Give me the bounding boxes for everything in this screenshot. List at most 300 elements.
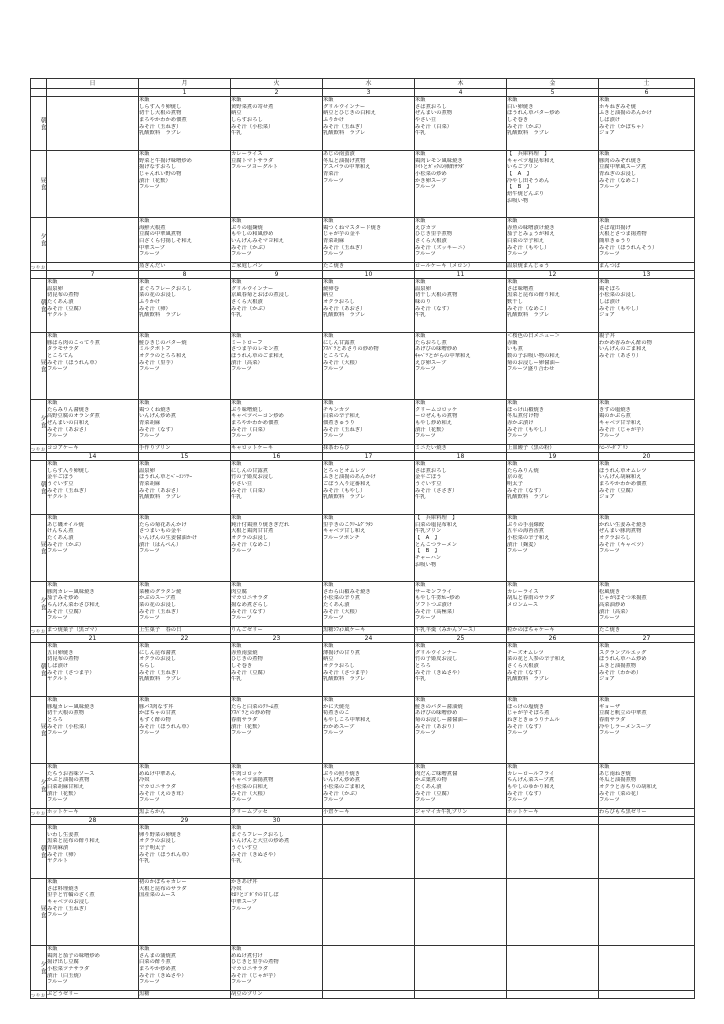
menu-item: 納豆 <box>323 656 334 663</box>
menu-item: ジョア <box>599 494 615 501</box>
menu-item: グリルウインナー <box>323 103 366 110</box>
menu-item: みそ汁（じゃが芋） <box>231 972 279 979</box>
menu-item: 白菜の辛子和え <box>323 413 361 420</box>
menu-item: やさい豆 <box>231 481 253 488</box>
menu-item: かき卵スープ <box>415 177 447 184</box>
menu-item: フルーツ <box>507 797 528 804</box>
menu-item: 米飯 <box>231 461 242 467</box>
menu-item: たくあん漬 <box>47 535 74 542</box>
menu-cell-lunch <box>231 879 323 946</box>
menu-cell-dinner <box>139 400 231 445</box>
menu-cell-dinner <box>507 400 599 445</box>
menu-item: ヤクルト <box>47 676 69 683</box>
menu-item: 米飯 <box>231 218 242 224</box>
menu-item: 牛乳 <box>415 130 426 137</box>
menu-item: 米飯 <box>323 461 334 467</box>
menu-item: 米飯 <box>139 697 150 703</box>
menu-item: みそ汁（かぼちゃ） <box>599 123 647 130</box>
menu-cell-morning <box>599 97 695 151</box>
menu-item: 鈍汁付鶏照り焼きぎだれ <box>231 521 290 528</box>
menu-item: 納豆 <box>231 110 242 117</box>
menu-item: メロンムース <box>507 602 539 609</box>
menu-item: 赤かぶ漬け <box>507 420 534 427</box>
menu-item: みそ汁（わかめ） <box>599 669 642 676</box>
menu-item: めぬけ煮付け <box>231 952 263 959</box>
menu-item: かれい生姜みそ焼き <box>599 521 647 528</box>
menu-item: フルーツ <box>139 433 160 440</box>
menu-cell-snack: りんごゼリー <box>231 627 323 635</box>
menu-cell-lunch <box>231 697 323 764</box>
date-number: 18 <box>415 453 507 461</box>
meal-label-morning: 朝食 <box>31 825 47 879</box>
menu-item: みそ汁（豆腐） <box>47 305 85 312</box>
menu-item: みそ汁（なめこ） <box>231 541 274 548</box>
menu-item: 初のかぼちゃカレー <box>139 879 187 885</box>
menu-cell-lunch <box>415 333 507 400</box>
menu-item: キャベツ甘辛和え <box>599 420 642 427</box>
menu-item: みそ汁（えのき茸） <box>139 790 187 797</box>
menu-cell-dinner <box>507 582 599 627</box>
menu-item: アスパラの中華和え <box>323 164 371 171</box>
date-number <box>47 89 139 97</box>
menu-cell-lunch <box>323 515 415 582</box>
menu-cell-dinner <box>323 946 415 991</box>
menu-item: みそ汁（なす） <box>507 790 545 797</box>
menu-item: さば竜田揚げ <box>599 224 631 231</box>
menu-item: フルーツ <box>47 797 68 804</box>
menu-item: みそ汁（ささぎ） <box>415 487 458 494</box>
date-number: 22 <box>139 635 231 643</box>
menu-cell-snack: 上生菓子 春の日 <box>139 627 231 635</box>
menu-item: みそ汁（さつま芋） <box>323 669 371 676</box>
menu-cell-lunch <box>323 697 415 764</box>
menu-cell-snack: ぶどうゼリー <box>47 991 139 999</box>
meal-label-dinner: 夕食 <box>31 946 47 991</box>
date-number: 21 <box>47 635 139 643</box>
menu-item: 米飯 <box>47 582 58 588</box>
menu-item: オクラおろし <box>323 299 355 306</box>
menu-item: 米飯 <box>599 764 610 770</box>
menu-cell-lunch <box>415 697 507 764</box>
menu-item: さわら山椒みそ焼き <box>323 588 371 595</box>
menu-item: 五目卵焼き <box>47 649 74 656</box>
date-number: 28 <box>47 817 139 825</box>
menu-item: 米飯 <box>139 461 150 467</box>
menu-item: 京風春菊とおばの煮浸し <box>231 292 290 299</box>
menu-item: 米飯 <box>47 333 58 339</box>
meal-label-lunch: 昼食 <box>31 333 47 400</box>
menu-item: 米飯 <box>507 279 518 285</box>
menu-item: 青ねぎのお浸し <box>599 171 637 178</box>
menu-item: 白菜の辛子和え <box>507 238 545 245</box>
menu-item: 金平ごぼう <box>47 474 74 481</box>
menu-item: 漬汁（白玉焼） <box>47 972 85 979</box>
menu-item: ぜんまいの白和え <box>47 420 90 427</box>
menu-item: さくら大根漬 <box>415 238 447 245</box>
menu-item: フルーツ <box>47 730 68 737</box>
date-number: 4 <box>415 89 507 97</box>
menu-item: 米飯 <box>415 279 426 285</box>
menu-item: ジョア <box>599 312 615 319</box>
meal-calendar <box>30 78 694 999</box>
menu-item: ぶりの照り焼き <box>323 770 361 777</box>
menu-item: ほうれん草バター炒め <box>507 110 560 117</box>
menu-item: とろろ <box>415 663 431 670</box>
menu-item: 米飯 <box>415 764 426 770</box>
menu-item: 米飯 <box>231 515 242 521</box>
menu-item: 米飯 <box>599 151 610 157</box>
menu-item: 小松菜ツナサラダ <box>47 966 90 973</box>
menu-item: 赤魚の味噌漬け焼き <box>507 224 555 231</box>
menu-item: 牛乳プリン <box>415 528 442 535</box>
meal-label-morning: 朝食 <box>31 279 47 333</box>
menu-item: みそ汁（ほうれん草） <box>139 851 192 858</box>
menu-item: さつまいもの金平 <box>139 528 182 535</box>
menu-item: かぶと油揚の煮物 <box>47 777 90 784</box>
meal-row-lunch <box>31 515 695 582</box>
menu-item: ほうれん草ハム炒め <box>599 656 647 663</box>
menu-item: 肉豆腐 <box>231 588 247 595</box>
menu-item: フルーツ <box>47 366 68 373</box>
menu-cell-snack <box>415 991 507 999</box>
menu-item: みそ汁（あおさ） <box>139 487 182 494</box>
menu-item: ジョア <box>599 676 615 683</box>
meal-row-morning <box>31 643 695 697</box>
menu-cell-snack: ホットケーキ <box>47 809 139 817</box>
menu-cell-snack: ココアケーキ <box>47 445 139 453</box>
menu-item: たらと白菜のｸﾘｰﾑ煮 <box>231 703 279 710</box>
menu-item: フルーツ <box>47 548 68 555</box>
menu-item: キャベツ塩昆布和え <box>507 157 555 164</box>
menu-item: 乳酸飲料 ラブレ <box>323 312 366 319</box>
menu-item: 豆腐の中華風煮物 <box>139 231 182 238</box>
menu-item: 乳酸飲料 ラブレ <box>139 676 182 683</box>
menu-cell-lunch <box>507 151 599 218</box>
menu-item: 米飯 <box>323 333 334 339</box>
date-number: 7 <box>47 271 139 279</box>
menu-item: 米飯 <box>599 643 610 649</box>
menu-item: しそ巻き <box>231 663 253 670</box>
menu-item: 米飯 <box>507 643 518 649</box>
menu-item: みそ汁（里芋） <box>139 359 177 366</box>
menu-item: マカロニサラダ <box>231 966 269 973</box>
menu-item: みそ汁（なす） <box>507 723 545 730</box>
menu-item: 漬汁（高菜） <box>599 608 631 615</box>
menu-item: 菊のお浸しー醤醤油ー <box>415 717 468 724</box>
menu-item: みそ汁（白菜） <box>415 123 453 130</box>
menu-cell-morning <box>231 461 323 515</box>
menu-item: 米飯 <box>231 643 242 649</box>
menu-item: ふきと油揚煮物 <box>599 663 637 670</box>
menu-item: 牛乳 <box>231 676 242 683</box>
meal-label-dinner: 夕食 <box>31 764 47 809</box>
menu-item: 豚ばら肉のこってり煮 <box>47 339 100 346</box>
menu-item: ひじきと里芋の煮物 <box>231 959 279 966</box>
menu-item: 米飯 <box>231 825 242 831</box>
menu-item: 米飯 <box>323 218 334 224</box>
menu-cell-dinner <box>323 764 415 809</box>
meal-label-dinner: 夕食 <box>31 400 47 445</box>
menu-item: 焙牛焼どんぶり <box>507 191 545 198</box>
date-number: 5 <box>507 89 599 97</box>
menu-item: みそ汁（なす） <box>231 608 269 615</box>
menu-item: フルーツ <box>599 184 620 191</box>
menu-item: 胡瓜と春雨のサラダ <box>507 595 555 602</box>
menu-item: 【 B 】 <box>415 548 440 555</box>
weekday-header-row <box>31 79 695 89</box>
menu-cell-snack: 小倉ケーキ <box>323 809 415 817</box>
menu-item: みそ汁（白菜） <box>231 487 269 494</box>
weekday-fri: 金 <box>507 79 599 89</box>
menu-item: みそ汁（玉ねぎ） <box>47 905 90 912</box>
menu-item: 米飯 <box>323 764 334 770</box>
corner-cell <box>31 79 47 89</box>
menu-item: 菜の花のお浸し <box>139 602 177 609</box>
menu-cell-lunch <box>231 515 323 582</box>
menu-item: 米飯 <box>139 400 150 406</box>
menu-item: みそ汁（なす） <box>507 487 545 494</box>
menu-cell-dinner <box>139 946 231 991</box>
menu-item: 米飯 <box>415 218 426 224</box>
date-row-label <box>31 271 47 279</box>
weekday-mon: 月 <box>139 79 231 89</box>
menu-cell-lunch <box>323 151 415 218</box>
menu-cell-morning <box>47 461 139 515</box>
menu-item: 乳酸飲料 ラブレ <box>507 130 550 137</box>
date-number <box>599 817 695 825</box>
menu-cell-snack: 粒かのぼちゃケーキ <box>507 627 599 635</box>
menu-item: みそ汁（高極菜） <box>415 608 458 615</box>
menu-item: 松風焼き <box>599 588 621 595</box>
menu-item: 小松菜のお浸し <box>599 292 637 299</box>
menu-cell-morning <box>415 279 507 333</box>
menu-item: 米飯 <box>323 643 334 649</box>
menu-cell-dinner <box>415 400 507 445</box>
menu-item: 鮭ひきじのバター焼 <box>139 339 187 346</box>
menu-item: とろっとオムレツ <box>323 467 366 474</box>
menu-cell-dinner <box>139 582 231 627</box>
weekday-sun: 日 <box>47 79 139 89</box>
menu-item: みそ汁（豆腐） <box>415 790 453 797</box>
menu-item: 黄野菜煮の寄せ煮 <box>231 103 274 110</box>
menu-cell-dinner <box>231 582 323 627</box>
menu-cell-morning <box>231 279 323 333</box>
menu-cell-dinner <box>323 582 415 627</box>
menu-cell-snack <box>599 991 695 999</box>
menu-item: 切干し大根の煮物 <box>415 292 458 299</box>
menu-item: みそ汁（玉ねぎ） <box>139 669 182 676</box>
menu-item: 米飯 <box>231 582 242 588</box>
menu-item: さんまの蒲焼煮 <box>139 952 177 959</box>
menu-item: 納豆とひじきの白和え <box>323 110 376 117</box>
menu-item: 乳酸飲料 ラブレ <box>139 312 182 319</box>
menu-cell-snack: クリームブッセ <box>231 809 323 817</box>
menu-cell-lunch <box>415 879 507 946</box>
menu-item: 乳酸飲料 ラブレ <box>139 130 182 137</box>
menu-item: 【 兵庫料理 】 <box>507 151 550 157</box>
menu-item: キャベツ油揚煮物 <box>231 777 274 784</box>
menu-item: たくあん漬 <box>415 784 442 791</box>
menu-item: まぐろフレークおろし <box>231 831 284 838</box>
menu-item: フルーツポンチ <box>323 535 360 542</box>
menu-item: みそ汁（あさり） <box>599 353 642 360</box>
menu-cell-lunch <box>139 151 231 218</box>
menu-item: 米飯 <box>507 515 518 521</box>
menu-cell-lunch <box>599 879 695 946</box>
menu-cell-morning <box>599 643 695 697</box>
menu-cell-lunch <box>47 333 139 400</box>
menu-cell-morning <box>507 97 599 151</box>
menu-item: 米飯 <box>231 279 242 285</box>
date-row <box>31 635 695 643</box>
menu-item: 乳酸飲料 ラブレ <box>323 494 366 501</box>
menu-cell-lunch <box>507 333 599 400</box>
menu-item: さつま芋のレモン煮 <box>231 346 279 353</box>
menu-item: 青菜胡麻 <box>139 481 161 488</box>
menu-cell-snack: ミニたい焼き <box>415 445 507 453</box>
menu-item: 小松菜の炒め <box>415 171 447 178</box>
menu-item: ところてん <box>47 353 74 360</box>
menu-item: ｱｽﾊﾟﾗとあさりの炒め物 <box>323 346 379 353</box>
date-number: 10 <box>323 271 415 279</box>
menu-cell-morning <box>599 461 695 515</box>
menu-item: みそ汁（もやし） <box>599 305 642 312</box>
menu-item: いんげんみそマヨ和え <box>231 238 284 245</box>
menu-item: 納豆 <box>323 292 334 299</box>
menu-item: ぜんまい豚肉煮物 <box>599 528 642 535</box>
meal-label-lunch: 昼食 <box>31 151 47 218</box>
menu-item: まろやかわかめ佃煮 <box>139 117 187 124</box>
menu-cell-dinner <box>599 582 695 627</box>
menu-item: みそ汁（ほうれん草） <box>47 359 100 366</box>
menu-cell-dinner <box>415 218 507 263</box>
menu-item: ｾﾛﾘとｺﾞﾎﾞｳの甘しぼ <box>231 892 279 899</box>
menu-item: 米飯 <box>139 97 150 103</box>
menu-cell-lunch <box>507 697 599 764</box>
date-number <box>323 817 415 825</box>
menu-item: しば漬け <box>47 663 69 670</box>
menu-item: 薄揚げの甘り煮 <box>323 649 361 656</box>
meal-row-morning <box>31 279 695 333</box>
menu-item: 小松菜の辛子和え <box>507 535 550 542</box>
menu-item: ーロぜんもの煮物 <box>415 413 458 420</box>
menu-cell-lunch <box>599 515 695 582</box>
menu-cell-morning <box>323 461 415 515</box>
menu-item: ぶりの塩麹焼 <box>231 224 263 231</box>
menu-item: 牛乳 <box>231 858 242 865</box>
menu-item: とろろ <box>47 717 63 724</box>
meal-label-snack: おやつ <box>31 264 46 269</box>
menu-item: 豚肉のみぞれ焼き <box>599 157 642 164</box>
menu-item: ひじき里芋煮物 <box>415 231 453 238</box>
date-number: 8 <box>139 271 231 279</box>
menu-item: 野菜と牛揚げ味噌炒め <box>139 157 192 164</box>
menu-item: オクラおろし <box>323 663 355 670</box>
menu-cell-snack: 手作りプリン <box>139 445 231 453</box>
meal-label-snack: おやつ <box>31 810 46 815</box>
date-number: 1 <box>139 89 231 97</box>
menu-cell-lunch <box>47 879 139 946</box>
date-number: 20 <box>599 453 695 461</box>
menu-item: とんこつラーメン <box>415 541 458 548</box>
menu-cell-lunch <box>47 697 139 764</box>
menu-cell-snack: 上皿饅子（黒の粉） <box>507 445 599 453</box>
menu-item: フルーツ <box>323 797 344 804</box>
menu-cell-morning <box>507 643 599 697</box>
meal-row-lunch <box>31 879 695 946</box>
menu-item: 大根と鶏肉甘甘煮 <box>231 528 274 535</box>
menu-cell-dinner <box>47 582 139 627</box>
menu-item: 米飯 <box>599 697 610 703</box>
menu-cell-snack: ご家庭しパン <box>231 263 323 271</box>
menu-item: 親子丼 <box>599 333 615 339</box>
menu-cell-snack: 黒よらかん <box>139 809 231 817</box>
menu-item: 肉だんご味噌煮醤 <box>415 770 458 777</box>
menu-item: 豆腐トマトサラダ <box>231 157 274 164</box>
menu-item: 漬汁（高菜） <box>231 359 263 366</box>
meal-label-lunch: 昼食 <box>31 697 47 764</box>
menu-item: 揚なめ煮ざらし <box>231 602 269 609</box>
menu-cell-snack: まんつば <box>599 263 695 271</box>
menu-cell-lunch <box>139 879 231 946</box>
meal-label-dinner: 夕食 <box>31 218 47 263</box>
menu-item: めぬけ中華あん <box>139 770 177 777</box>
menu-item: かに天焼売 <box>323 703 350 710</box>
menu-item: 海鮮大根煮 <box>139 224 166 231</box>
menu-cell-morning <box>47 97 139 151</box>
menu-item: 米飯 <box>415 697 426 703</box>
menu-cell-morning <box>231 643 323 697</box>
menu-cell-morning <box>139 825 231 879</box>
menu-item: 米飯 <box>231 946 242 952</box>
menu-item: 黒菜と昆布の酢り和え <box>47 838 100 845</box>
menu-item: ヤクルト <box>47 494 69 501</box>
menu-item: 冬瓜と油揚煮物 <box>599 777 637 784</box>
menu-item: ｱｽﾊﾟﾗとの炒め物 <box>231 710 271 717</box>
menu-cell-snack <box>47 263 139 271</box>
menu-item: 【 A 】 <box>415 535 440 542</box>
menu-item: フルーツ <box>47 433 68 440</box>
menu-item: たらみりん焼 <box>507 467 539 474</box>
menu-item: ほうれん草のごま和え <box>231 353 284 360</box>
menu-item: 菊のお浸しー卵醤油ー <box>507 359 560 366</box>
menu-item: オクラと赤ちりの胡和え <box>599 784 658 791</box>
menu-item: 漬汁（花麩） <box>139 177 171 184</box>
menu-item: じゃんれい野の物 <box>139 171 182 178</box>
menu-item: キャベツベーコン炒め <box>231 413 284 420</box>
menu-item: まぐろフレークおろし <box>139 285 192 292</box>
menu-item: 中華スープ <box>231 899 257 906</box>
menu-item: 米飯 <box>415 582 426 588</box>
menu-item: みそ汁（ズッキーニ） <box>415 244 468 251</box>
meal-row-snack <box>31 809 695 817</box>
meal-row-snack <box>31 263 695 271</box>
menu-item: もずく酢の物 <box>139 717 171 724</box>
menu-item: さば煮おろし <box>415 103 447 110</box>
menu-item: 米飯 <box>139 515 150 521</box>
menu-item: 乳酸飲料 ラブレ <box>323 676 366 683</box>
menu-item: みそ汁（なめこ） <box>599 177 642 184</box>
menu-item: フルーツ <box>231 797 252 804</box>
menu-item: しば漬け <box>599 117 621 124</box>
menu-item: さば煮おろし <box>415 467 447 474</box>
menu-item: 金平ごぼう <box>415 474 442 481</box>
menu-item: 牛乳 <box>415 312 426 319</box>
menu-item: ごぼう入り定番和え <box>323 481 371 488</box>
menu-cell-morning <box>47 279 139 333</box>
menu-item: ねぎときゅうりナムル <box>507 717 560 724</box>
menu-cell-lunch <box>47 151 139 218</box>
